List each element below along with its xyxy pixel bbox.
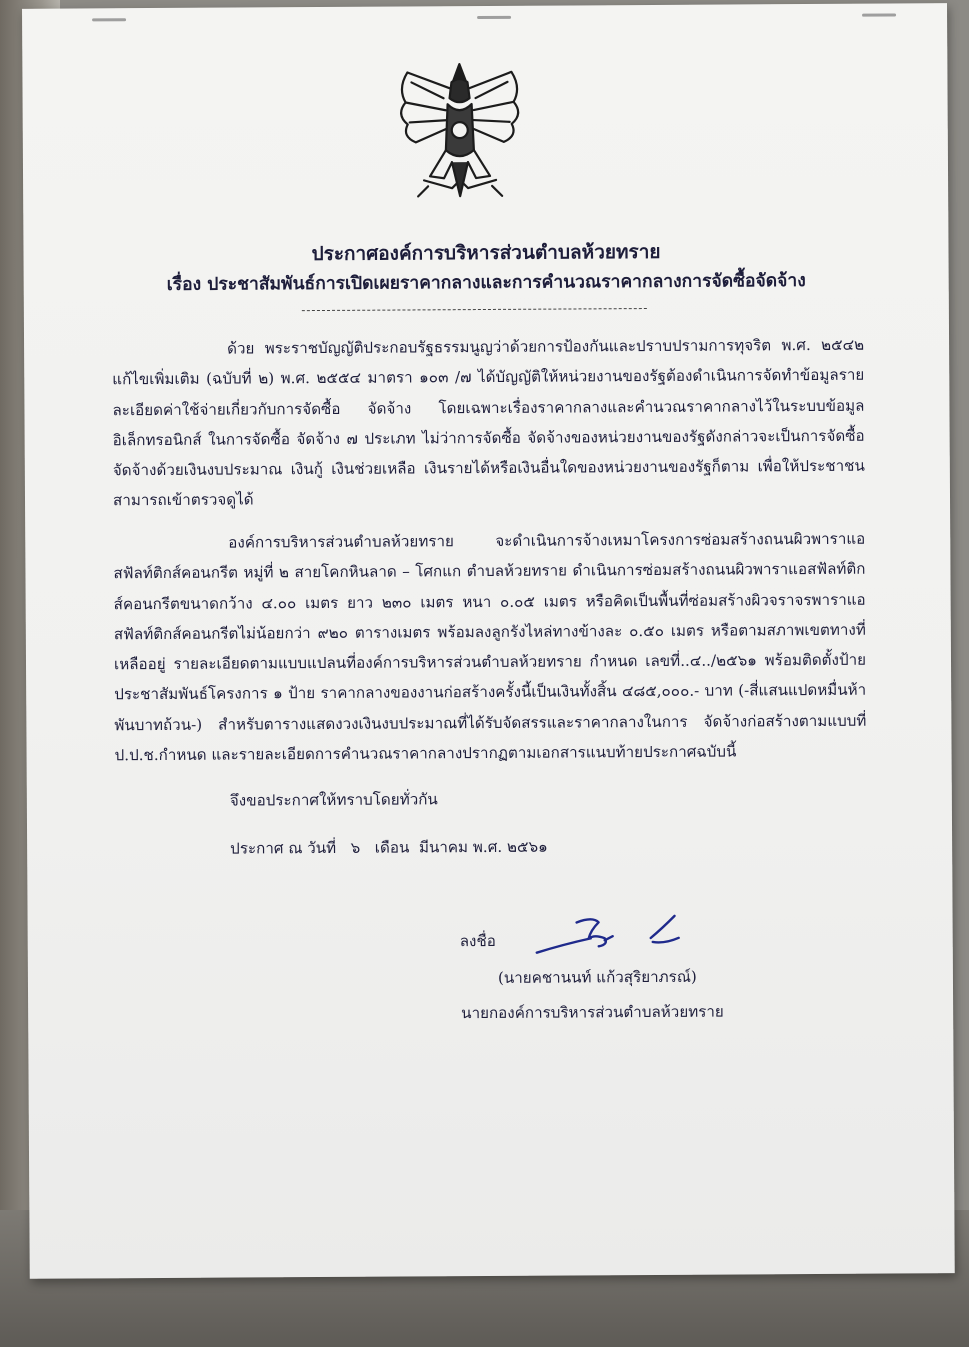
announcement-title: ประกาศองค์การบริหารส่วนตำบลห้วยทราย	[311, 240, 661, 266]
signer-position: นายกองค์การบริหารส่วนตำบลห้วยทราย	[461, 1002, 724, 1023]
announcement-date: ประกาศ ณ วันที่ ๖ เดือน มีนาคม พ.ศ. ๒๕๖๑	[230, 837, 548, 858]
announcement-subject: เรื่อง ประชาสัมพันธ์การเปิดเผยราคากลางและการคำนวณราคากลางการจัดซื้อจัดจ้าง	[166, 271, 806, 295]
paper-clip-mark	[862, 13, 896, 16]
handwritten-signature	[533, 908, 693, 959]
signer-name: (นายคชานนท์ แก้วสุริยาภรณ์)	[497, 967, 697, 987]
paper-clip-mark	[477, 16, 511, 19]
paper-clip-mark	[92, 18, 126, 21]
body-paragraph-2: องค์การบริหารส่วนตำบลห้วยทราย จะดำเนินการจ้างเหมาโครงการซ่อมสร้างถนนผิวพาราแอสฟัลท์ติกส์คอนกรีต หมู่ที่ ๒ สายโคกหินลาด – โศกแก ตำบลห้วยทราย ดำเนินการซ่อมสร้างถนนผิวพาราแอสฟัลท์ติกส์คอนกรีตขนาดกว้าง ๔.๐๐ เมตร ยาว ๒๓๐ เมตร หนา ๐.๐๕ เมตร หรือคิดเป็นพื้นที่ซ่อมสร้างผิวจราจรพาราแอสฟัลท์ติกส์คอนกรีตไม่น้อยกว่า ๙๒๐ ตารางเมตร พร้อมลงลูกรังไหล่ทางข้างละ ๐.๕๐ เมตร หรือตามสภาพเขตทางที่เหลืออยู่ รายละเอียดตามแบบแปลนที่องค์การบริหารส่วนตำบลห้วยทราย กำหนด เลขที่..๔../๒๕๖๑ พร้อมติดตั้งป้ายประชาสัมพันธ์โครงการ ๑ ป้าย ราคากลางของงานก่อสร้างครั้งนี้เป็นเงินทั้งสิ้น ๔๘๕,๐๐๐.- บาท (-สี่แสนแปดหมื่นห้าพันบาทถ้วน-) สำหรับตารางแสดงวงเงินงบประมาณที่ได้รับจัดสรรและราคากลางในการ จัดจ้างก่อสร้างตามแบบที่ ป.ป.ช.กำหนด และรายละเอียดการคำนวณราคากลางปรากฏตามเอกสารแนบท้ายประกาศฉบับนี้	[113, 529, 867, 765]
title-divider	[302, 308, 647, 311]
body-paragraph-1: ด้วย พระราชบัญญัติประกอบรัฐธรรมนูญว่าด้วยการป้องกันและปราบปรามการทุจริต พ.ศ. ๒๕๔๒ แก้ไขเพิ่มเติม (ฉบับที่ ๒) พ.ศ. ๒๕๕๔ มาตรา ๑๐๓ /๗ ได้บัญญัติให้หน่วยงานของรัฐต้องดำเนินการจัดทำข้อมูลรายละเอียดค่าใช้จ่ายเกี่ยวกับการจัดซื้อ จัดจ้าง โดยเฉพาะเรื่องราคากลางและคำนวณราคากลางไว้ในระบบข้อมูลอิเล็กทรอนิกส์ ในการจัดซื้อ จัดจ้าง ๗ ประเภท ไม่ว่าการจัดซื้อ จัดจ้างของหน่วยงานของรัฐดังกล่าวจะเป็นการจัดซื้อ จัดจ้างด้วยเงินงบประมาณ เงินกู้ เงินช่วยเหลือ เงินรายได้หรือเงินอื่นใดของหน่วยงานของรัฐก็ตาม เพื่อให้ประชาชนสามารถเข้าตรวจดูได้	[112, 335, 865, 510]
closing-statement: จึงขอประกาศให้ทราบโดยทั่วกัน	[229, 790, 438, 810]
garuda-emblem-icon	[387, 58, 533, 204]
signature-label: ลงชื่อ	[459, 931, 496, 951]
document-page	[22, 3, 955, 1279]
